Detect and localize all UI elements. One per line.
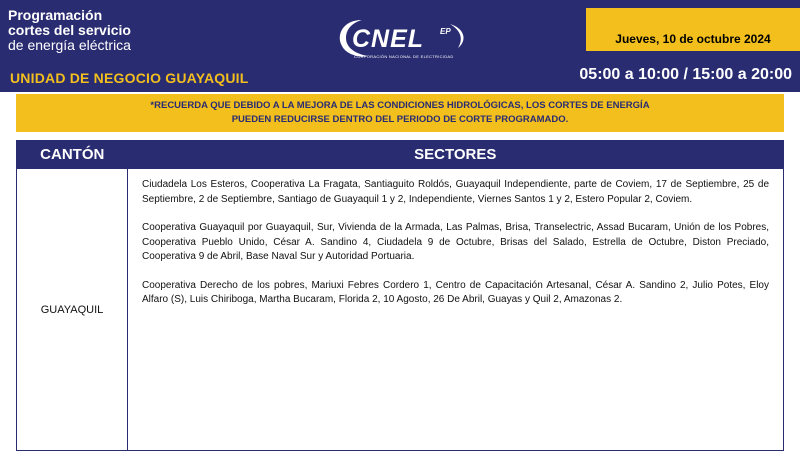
header-canton: CANTÓN xyxy=(17,141,128,169)
canton-cell: GUAYAQUIL xyxy=(17,169,128,451)
sector-group-2: Cooperativa Guayaquil por Guayaquil, Sur, Vivienda de la Armada, Las Palmas, Brisa, Transelectric, Assad Bucaram, Unión de los Pobres, Cooperativa Pueblo Unido, César A. Sandino 4, Ciudadela 9 de Octubre, Brisas del Salado, Estrella de Octubre, Diston Preciado, Cooperativa 9 de Abril, Base Naval Sur y Autoridad Portuaria. xyxy=(142,222,769,262)
schedule-table xyxy=(16,140,784,451)
sectors-cell xyxy=(128,169,784,451)
logo-subtitle: CORPORACIÓN NACIONAL DE ELECTRICIDAD xyxy=(354,54,454,59)
table-row xyxy=(17,169,784,451)
table-header-row xyxy=(17,141,784,169)
title-line-2: cortes del servicio xyxy=(8,22,131,38)
date-box xyxy=(586,8,800,51)
notice-banner xyxy=(16,94,784,132)
sector-group-3: Cooperativa Derecho de los pobres, Mariuxi Febres Cordero 1, Centro de Capacitación Artesanal, César A. Sandino 2, Julio Potes, Eloy Alfaro (S), Luis Chiriboga, Martha Bucaram, Florida 2, 10 Agosto, 26 De Abril, Guayas y Quil 2, Amazonas 2. xyxy=(142,279,769,305)
outage-hours: 05:00 a 10:00 / 15:00 a 20:00 xyxy=(579,66,792,83)
logo-suffix: EP xyxy=(440,27,451,36)
business-unit-label: UNIDAD DE NEGOCIO GUAYAQUIL xyxy=(10,70,249,86)
notice-line-2: PUEDEN REDUCIRSE DENTRO DEL PERIODO DE CORTE PROGRAMADO. xyxy=(231,114,569,125)
header-banner xyxy=(0,0,800,92)
date-label: Jueves, 10 de octubre 2024 xyxy=(615,32,771,46)
page-title xyxy=(8,8,131,53)
logo-text: CNEL xyxy=(352,25,425,53)
cnel-logo xyxy=(332,16,482,62)
notice-line-1: *RECUERDA QUE DEBIDO A LA MEJORA DE LAS CONDICIONES HIDROLÓGICAS, LOS CORTES DE ENERGÍA xyxy=(150,100,650,111)
header-sectors: SECTORES xyxy=(128,141,784,169)
title-line-1: Programación xyxy=(8,7,103,23)
sector-group-1: Ciudadela Los Esteros, Cooperativa La Fragata, Santiaguito Roldós, Guayaquil Independiente, parte de Coviem, 17 de Septiembre, 25 de Septiembre, 2 de Septiembre, Santiago de Guayaquil 1 y 2, Independiente, Viernes Santos 1 y 2, Estero Popular 2, Coviem. xyxy=(142,179,769,205)
title-line-3: de energía eléctrica xyxy=(8,37,131,53)
